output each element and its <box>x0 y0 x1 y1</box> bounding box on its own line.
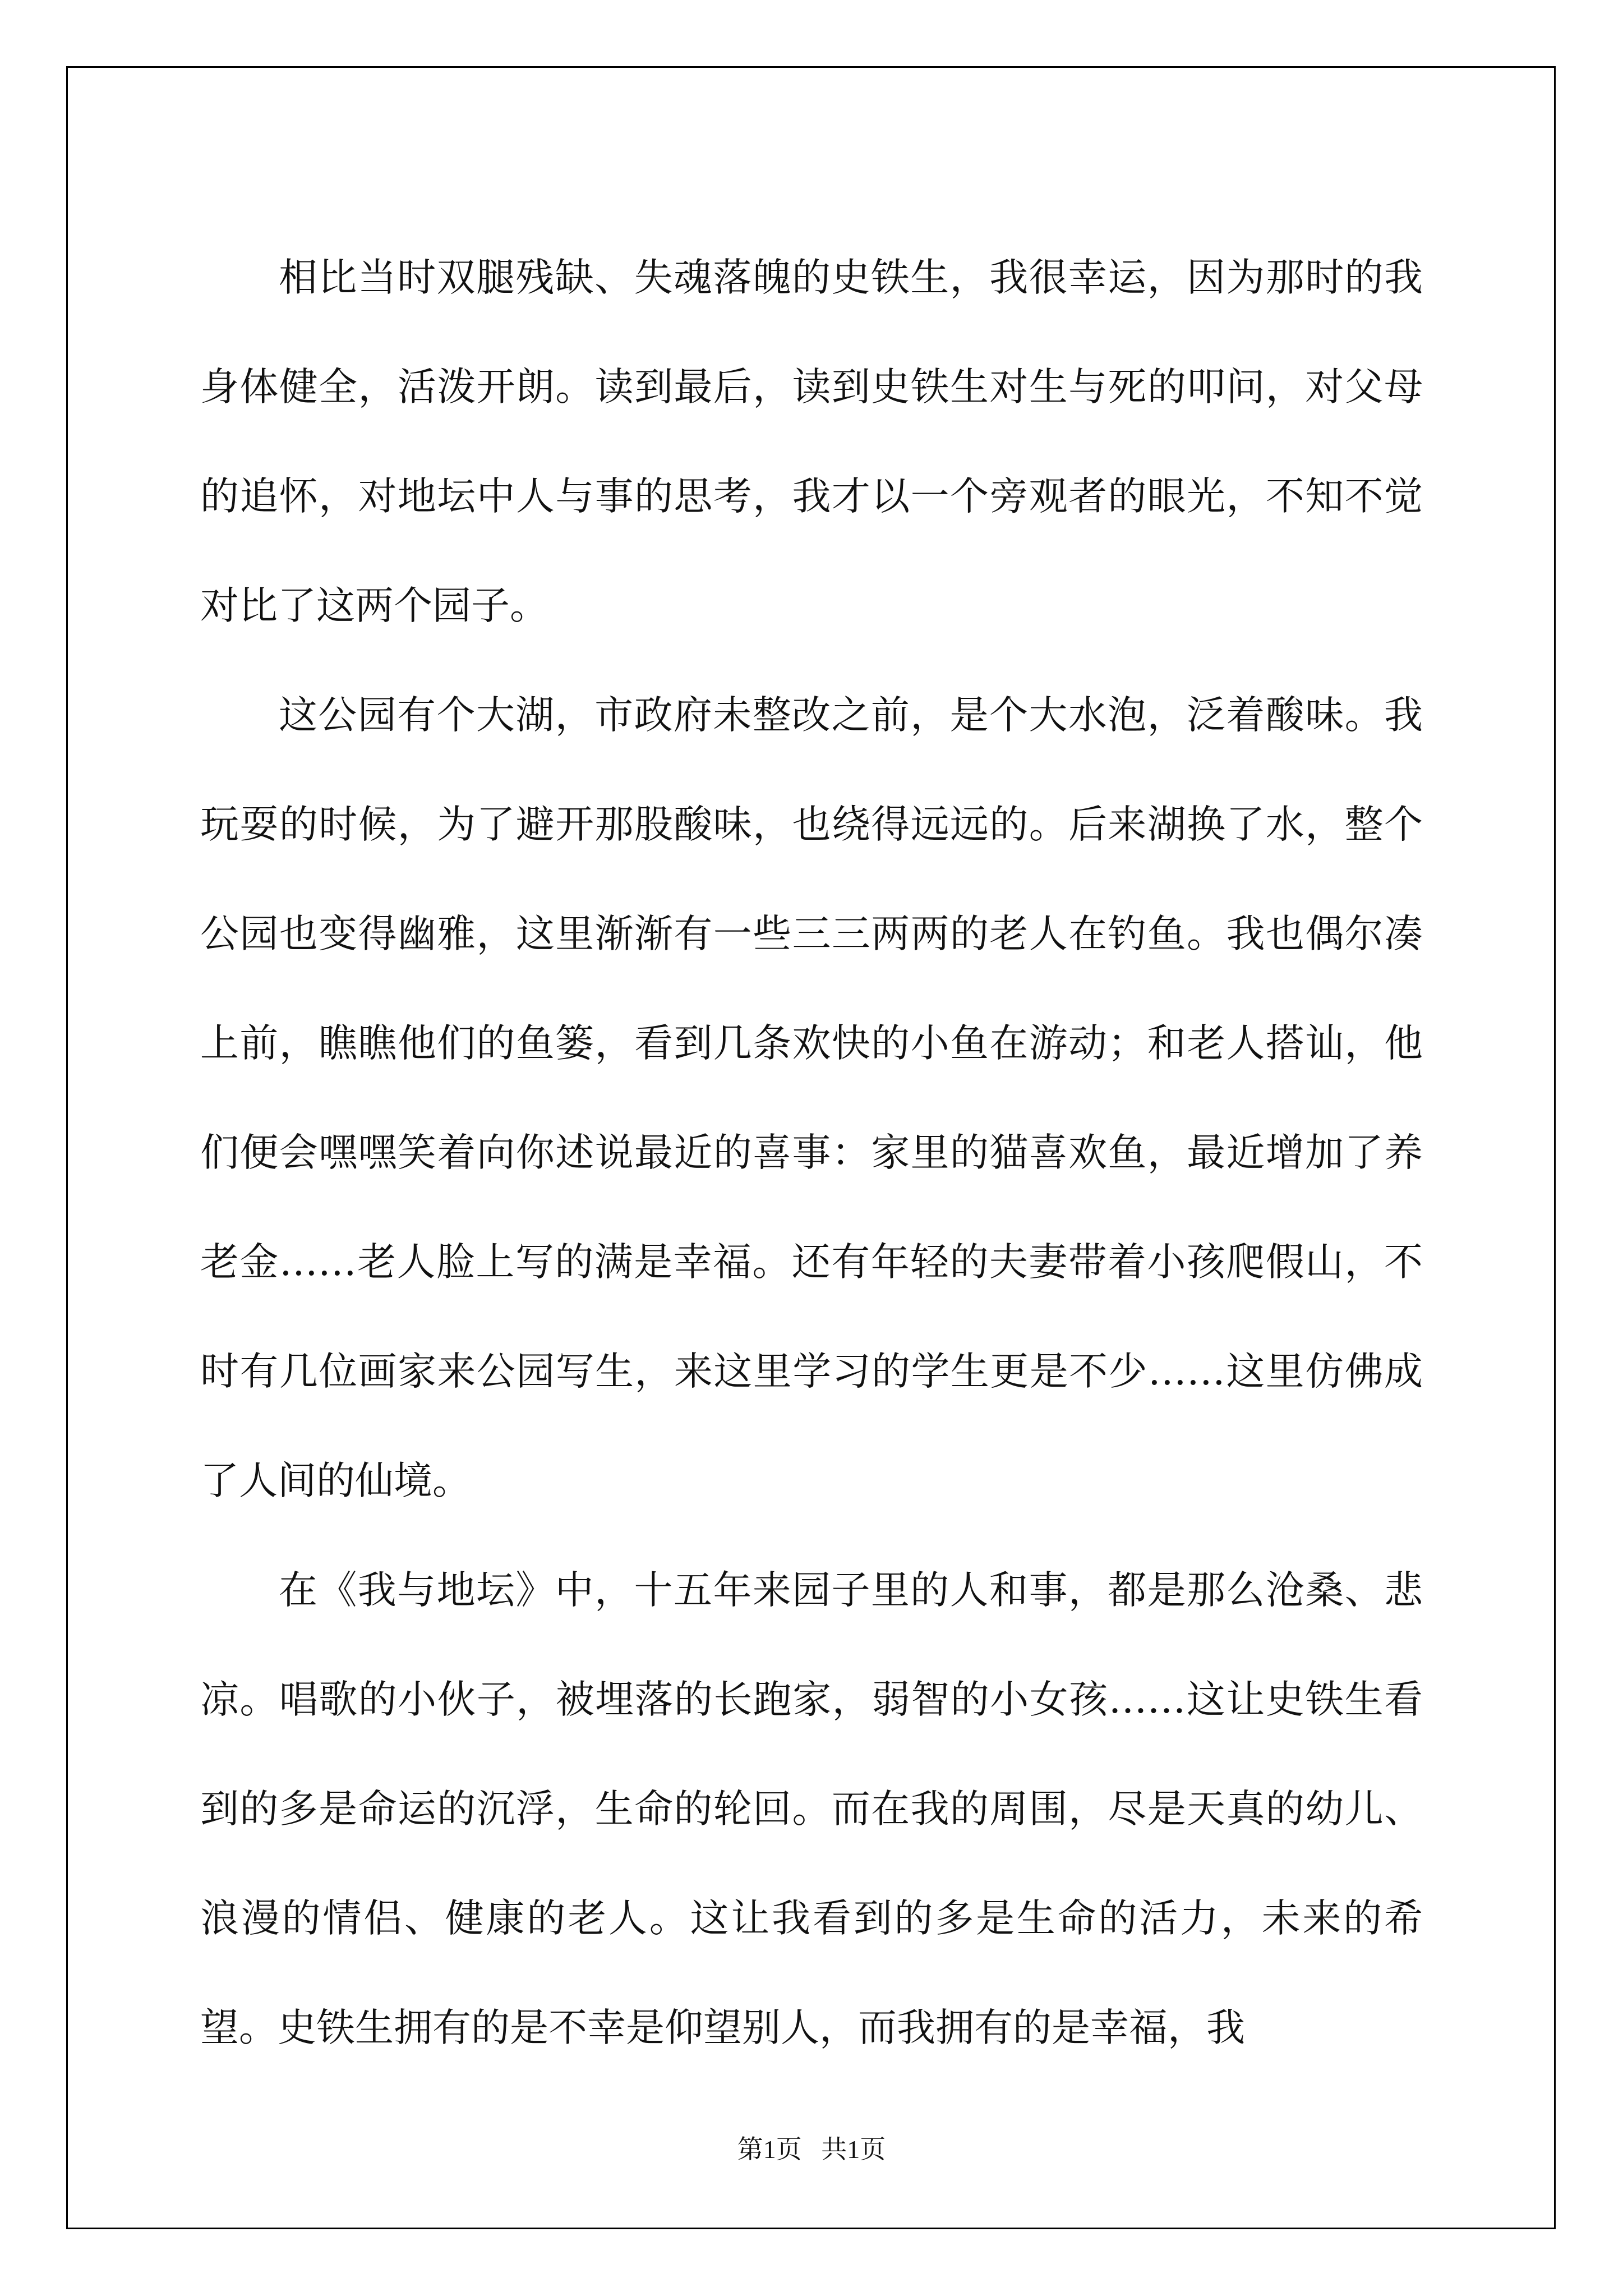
page-number: 第1页 <box>737 2135 802 2164</box>
paragraph-1: 相比当时双腿残缺、失魂落魄的史铁生，我很幸运，因为那时的我身体健全，活泼开朗。读到最后，读到史铁生对生与死的叩问，对父母的追怀，对地坛中人与事的思考，我才以一个旁观者的眼光，不知不觉对比了这两个园子。 <box>200 255 1423 628</box>
paragraph-2: 这公园有个大湖，市政府未整改之前，是个大水泡，泛着酸味。我玩耍的时候，为了避开那股酸味，也绕得远远的。后来湖换了水，整个公园也变得幽雅，这里渐渐有一些三三两两的老人在钓鱼。我也偶尔凑上前，瞧瞧他们的鱼篓，看到几条欢快的小鱼在游动；和老人搭讪，他们便会嘿嘿笑着向你述说最近的喜事：家里的猫喜欢鱼，最近增加了养老金……老人脸上写的满是幸福。还有年轻的夫妻带着小孩爬假山，不时有几位画家来公园写生，来这里学习的学生更是不少……这里仿佛成了人间的仙境。 <box>200 693 1423 1503</box>
page-footer <box>0 2133 1623 2166</box>
document-body <box>200 223 1423 2083</box>
paragraph-3: 在《我与地坛》中，十五年来园子里的人和事，都是那么沧桑、悲凉。唱歌的小伙子，被埋落的长跑家，弱智的小女孩……这让史铁生看到的多是命运的沉浮，生命的轮回。而在我的周围，尽是天真的幼儿、浪漫的情侣、健康的老人。这让我看到的多是生命的活力，未来的希望。史铁生拥有的是不幸是仰望别人，而我拥有的是幸福，我 <box>200 1568 1423 2050</box>
page-total: 共1页 <box>821 2135 886 2164</box>
